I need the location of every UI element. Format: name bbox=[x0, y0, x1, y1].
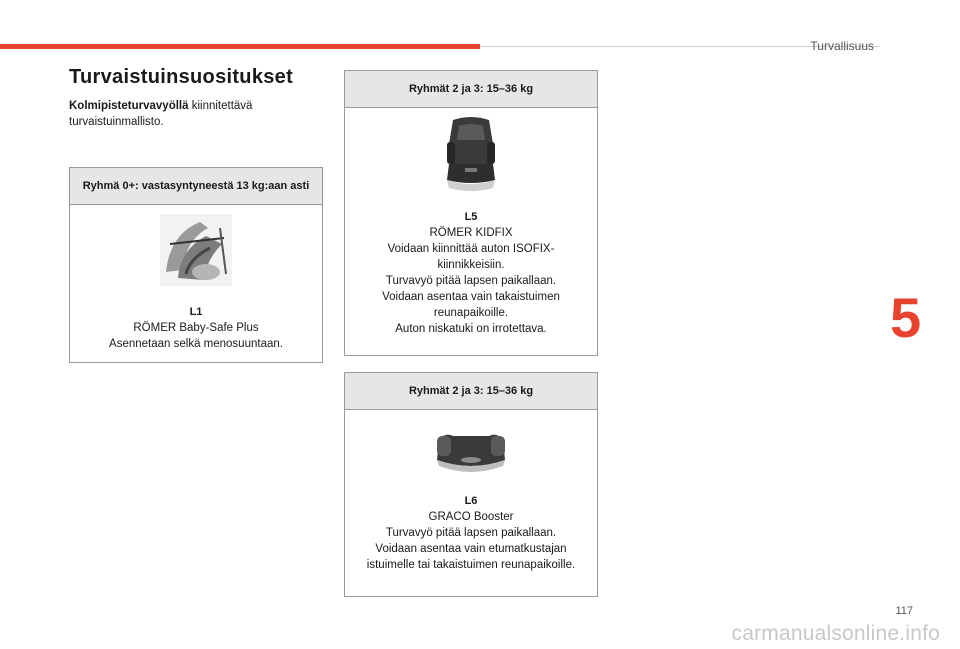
seat-line: RÖMER KIDFIX bbox=[429, 227, 513, 239]
seat-card-body bbox=[70, 205, 322, 352]
intro-rest: kiinnitettävä turvaistuinmallisto. bbox=[69, 100, 253, 128]
seat-card-body bbox=[345, 410, 597, 573]
seat-line: GRACO Booster bbox=[428, 511, 514, 523]
booster-cushion-icon bbox=[435, 426, 507, 476]
seat-code: L5 bbox=[464, 211, 478, 223]
seat-card-l6 bbox=[344, 372, 598, 597]
intro-bold: Kolmipisteturvavyöllä bbox=[69, 100, 189, 112]
section-label: Turvallisuus bbox=[810, 39, 874, 53]
chapter-number: 5 bbox=[890, 286, 922, 349]
header-accent-bar bbox=[0, 44, 480, 49]
page-number: 117 bbox=[895, 605, 913, 617]
seat-card-heading: Ryhmät 2 ja 3: 15–36 kg bbox=[345, 373, 597, 410]
seat-code: L6 bbox=[464, 495, 478, 507]
seat-line: Voidaan asentaa vain etumatkustajan istuimelle tai takaistuimen reunapaikoille. bbox=[366, 543, 576, 571]
seat-card-heading: Ryhmä 0+: vastasyntyneestä 13 kg:aan asti bbox=[70, 168, 322, 205]
booster-seat-backrest-icon bbox=[443, 116, 499, 192]
seat-code: L1 bbox=[189, 306, 203, 318]
seat-line: Voidaan asentaa vain takaistuimen reunapaikoille. bbox=[382, 291, 560, 319]
seat-line: RÖMER Baby-Safe Plus bbox=[133, 322, 259, 334]
watermark: carmanualsonline.info bbox=[731, 622, 940, 645]
seat-card-heading: Ryhmät 2 ja 3: 15–36 kg bbox=[345, 71, 597, 108]
seat-line: Auton niskatuki on irrotettava. bbox=[395, 323, 547, 335]
seat-line: Turvavyö pitää lapsen paikallaan. bbox=[385, 527, 557, 539]
seat-card-body bbox=[345, 108, 597, 337]
intro-text bbox=[69, 98, 309, 130]
infant-carrier-icon bbox=[160, 214, 232, 286]
seat-card-l1 bbox=[69, 167, 323, 363]
page-title: Turvaistuinsuositukset bbox=[69, 66, 294, 88]
seat-line: Turvavyö pitää lapsen paikallaan. bbox=[385, 275, 557, 287]
seat-line: Voidaan kiinnittää auton ISOFIX-kiinnikkeisiin. bbox=[387, 243, 555, 271]
seat-card-l5 bbox=[344, 70, 598, 356]
seat-line: Asennetaan selkä menosuuntaan. bbox=[109, 338, 283, 350]
